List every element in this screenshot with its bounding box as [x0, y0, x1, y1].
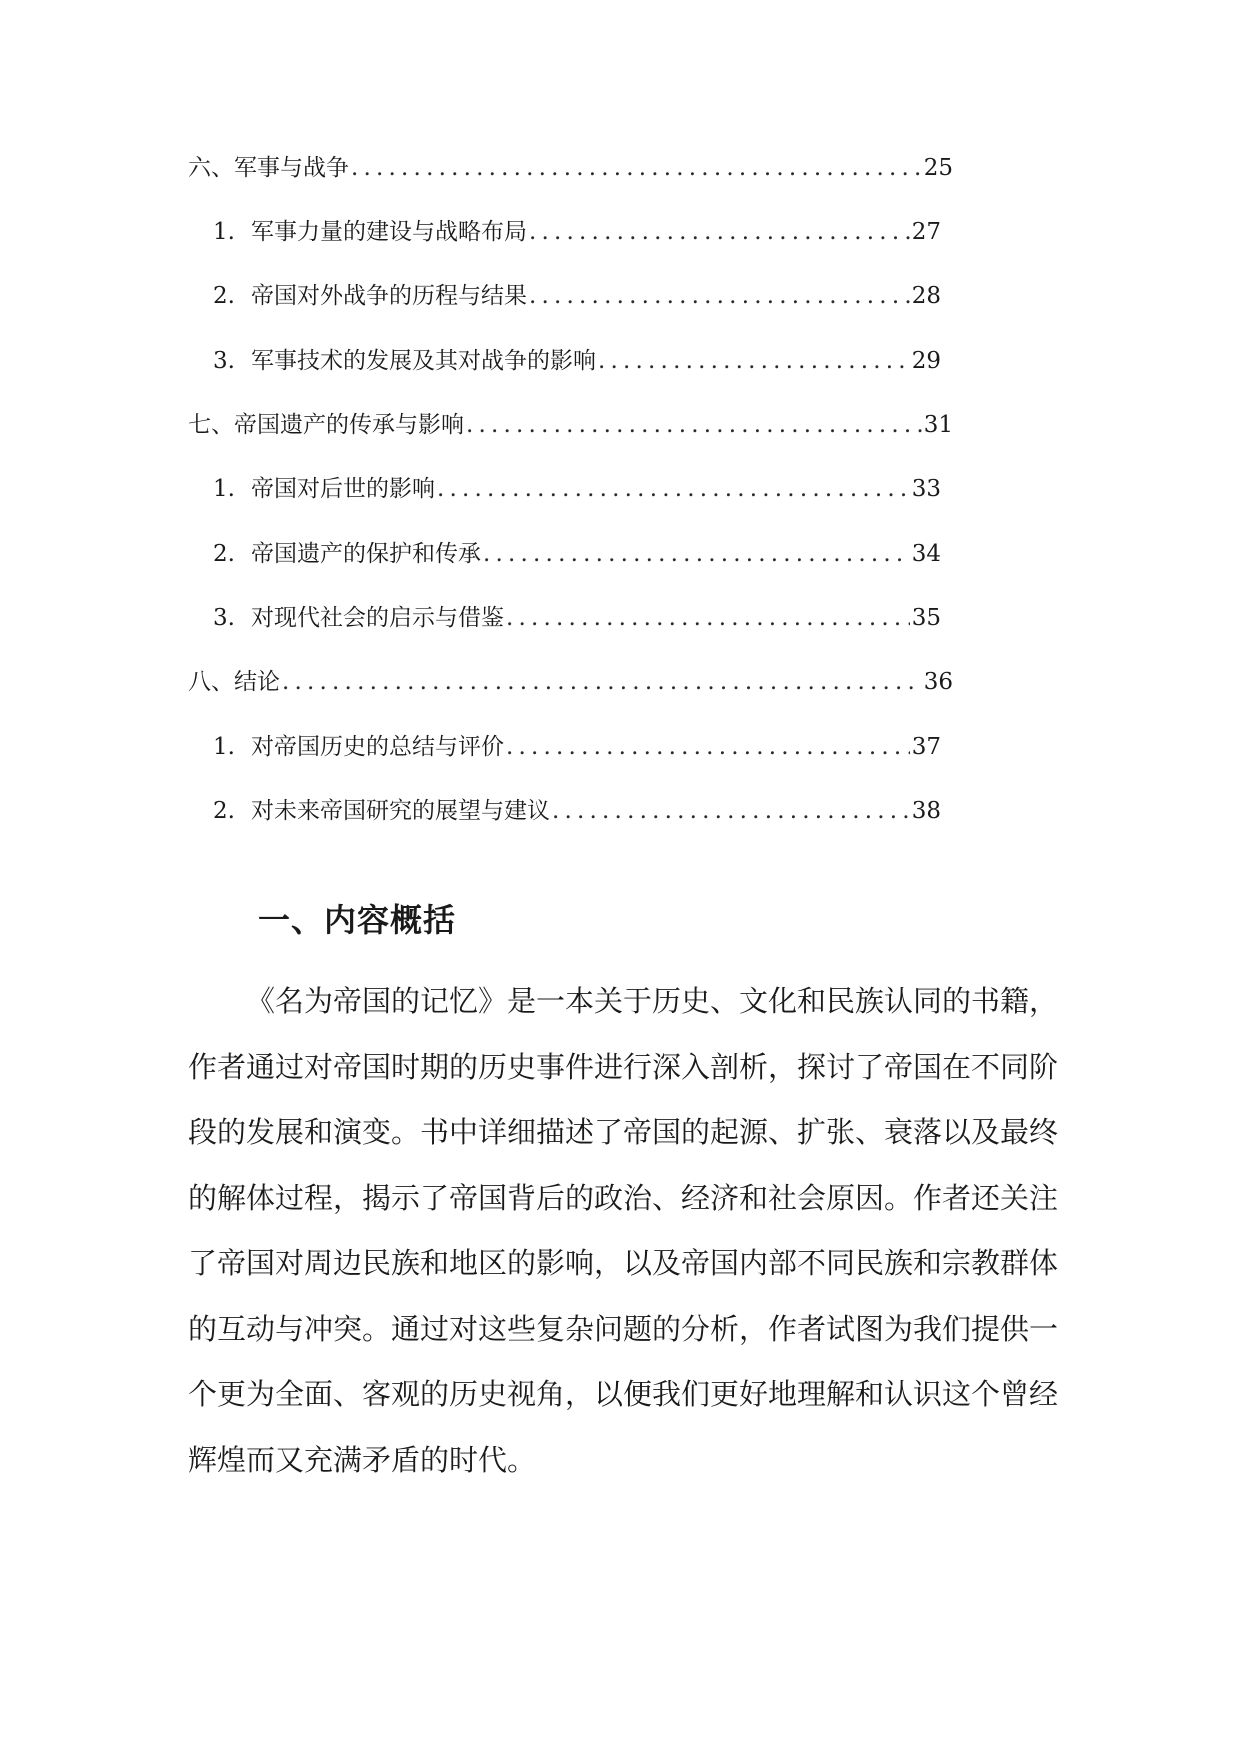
section-heading: 一、内容概括 [258, 901, 457, 939]
toc-entry-title: 帝国对后世的影响 [251, 476, 435, 502]
toc-entry-page: 36 [923, 669, 953, 695]
toc-entry-number: 3. [213, 605, 235, 631]
toc-entry-number: 1. [213, 219, 235, 245]
toc-entry[interactable] [213, 791, 941, 831]
toc-leader-dots [282, 662, 922, 702]
toc-entry[interactable] [188, 662, 953, 702]
toc-entry[interactable] [188, 405, 953, 445]
toc-entry[interactable] [213, 341, 941, 381]
toc-entry-number: 1. [213, 734, 235, 760]
toc-leader-dots [437, 469, 910, 509]
toc-entry-number: 1. [213, 476, 235, 502]
toc-leader-dots [529, 276, 910, 316]
toc-entry[interactable] [213, 534, 941, 574]
toc-entry[interactable] [213, 469, 941, 509]
toc-leader-dots [506, 598, 910, 638]
toc-entry-page: 29 [911, 348, 941, 374]
toc-leader-dots [506, 727, 910, 767]
toc-entry[interactable] [213, 598, 941, 638]
toc-entry-page: 28 [911, 283, 941, 309]
toc-leader-dots [598, 341, 910, 381]
toc-leader-dots [351, 148, 922, 188]
toc-entry-number: 2. [213, 541, 235, 567]
toc-entry[interactable] [188, 148, 953, 188]
toc-entry-page: 35 [911, 605, 941, 631]
summary-paragraph: 《名为帝国的记忆》是一本关于历史、文化和民族认同的书籍，作者通过对帝国时期的历史事件进行深入剖析，探讨了帝国在不同阶段的发展和演变。书中详细描述了帝国的起源、扩张、衰落以及最终的解体过程，揭示了帝国背后的政治、经济和社会原因。作者还关注了帝国对周边民族和地区的影响，以及帝国内部不同民族和宗教群体的互动与冲突。通过对这些复杂问题的分析，作者试图为我们提供一个更为全面、客观的历史视角，以便我们更好地理解和认识这个曾经辉煌而又充满矛盾的时代。 [188, 984, 1059, 1477]
toc-entry-title: 军事力量的建设与战略布局 [251, 219, 527, 245]
toc-entry-title: 对未来帝国研究的展望与建议 [251, 798, 550, 824]
toc-entry-number: 2. [213, 798, 235, 824]
toc-entry-title: 帝国遗产的保护和传承 [251, 541, 481, 567]
toc-entry[interactable] [213, 276, 941, 316]
toc-entry-page: 37 [911, 734, 941, 760]
toc-entry-title: 对现代社会的启示与借鉴 [251, 605, 504, 631]
toc-entry-page: 25 [923, 155, 953, 181]
toc-entry-title: 七、帝国遗产的传承与影响 [188, 412, 464, 438]
toc-leader-dots [552, 791, 910, 831]
toc-entry-title: 对帝国历史的总结与评价 [251, 734, 504, 760]
toc-leader-dots [466, 405, 922, 445]
toc-entry-page: 31 [923, 412, 953, 438]
toc-entry-number: 2. [213, 283, 235, 309]
toc-entry-title: 军事技术的发展及其对战争的影响 [251, 348, 596, 374]
toc-entry-title: 八、结论 [188, 669, 280, 695]
toc-entry[interactable] [213, 212, 941, 252]
toc-entry[interactable] [213, 727, 941, 767]
toc-entry-title: 六、军事与战争 [188, 155, 349, 181]
toc-entry-page: 38 [911, 798, 941, 824]
toc-entry-title: 帝国对外战争的历程与结果 [251, 283, 527, 309]
toc-entry-page: 33 [911, 476, 941, 502]
toc-entry-page: 27 [911, 219, 941, 245]
toc-entry-number: 3. [213, 348, 235, 374]
toc-leader-dots [529, 212, 910, 252]
toc-entry-page: 34 [911, 541, 941, 567]
toc-leader-dots [483, 534, 910, 574]
